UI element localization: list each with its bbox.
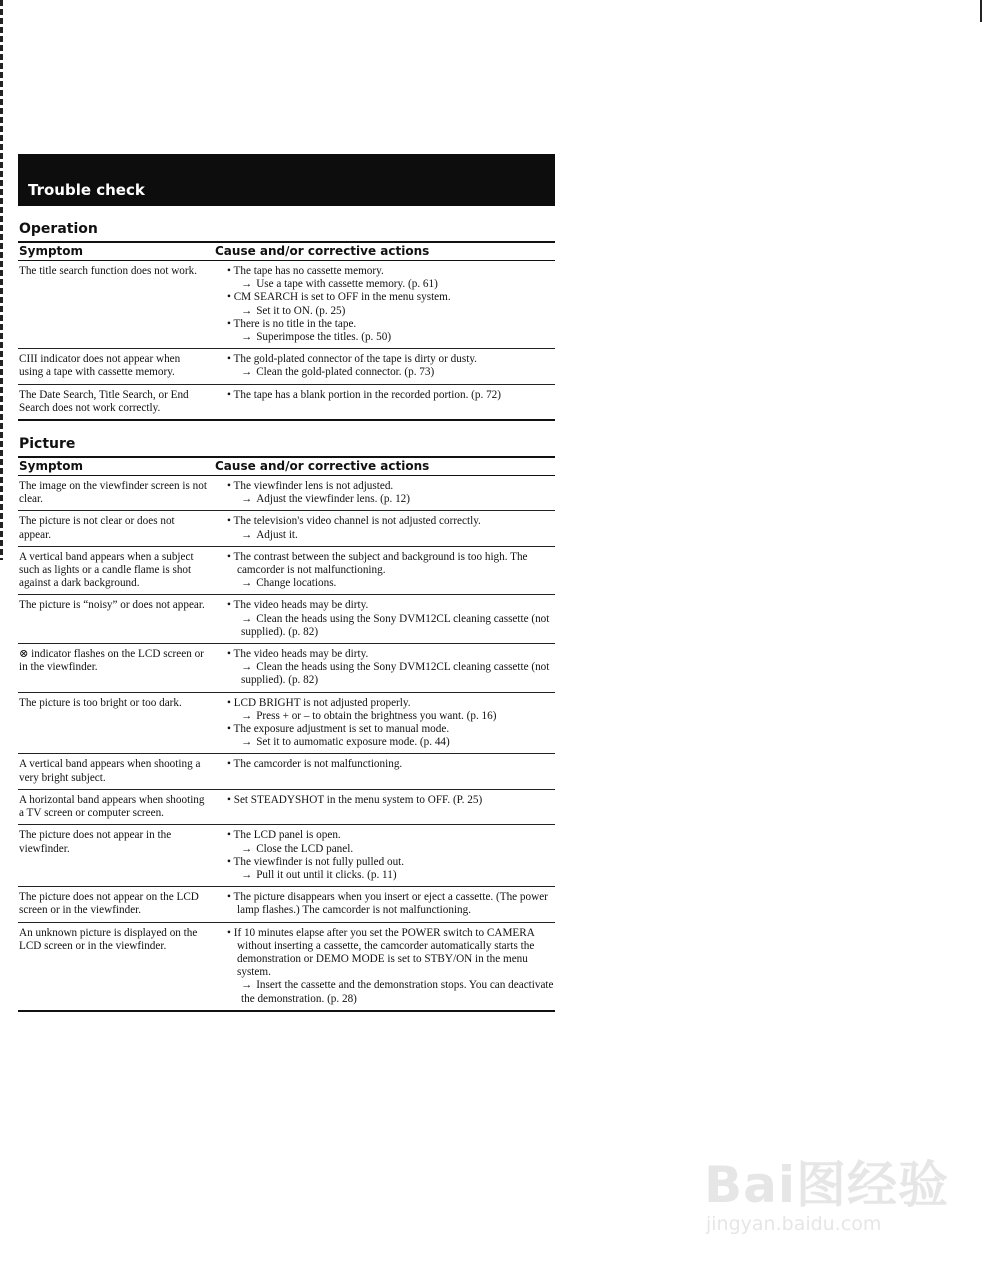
corrective-action [215,736,554,749]
watermark-url: jingyan.baidu.com [706,1213,882,1235]
symptom-header: Symptom [19,244,84,258]
action-text: Press + or – to obtain the brightness you want. (p. 16) [256,709,497,722]
table-row [18,790,555,825]
cause-item [215,829,554,842]
cause-item [215,480,554,493]
action-text: Pull it out until it clicks. (p. 11) [256,868,397,881]
operation-table-header [18,241,555,261]
cause-text: The camcorder is not malfunctioning. [233,758,403,771]
symptom-cell: An unknown picture is displayed on the LCD screen or in the viewfinder. [19,926,198,952]
action-text: Superimpose the titles. (p. 50) [256,331,392,344]
cause-item [215,318,554,331]
table-row [18,261,555,349]
bullet-icon: • [227,891,234,904]
bullet-icon: • [227,855,234,868]
cause-text: The video heads may be dirty. [233,648,369,661]
symptom-cell: The Date Search, Title Search, or End Search does not work correctly. [19,388,189,414]
symptom-cell: CIII indicator does not appear when using a tape with cassette memory. [19,353,181,379]
cause-text: The exposure adjustment is set to manual mode. [233,723,450,736]
cause-item [215,891,554,917]
cause-item [215,723,554,736]
corrective-action [215,331,554,344]
operation-table [18,261,555,421]
table-row [18,825,555,887]
corrective-action [215,366,554,379]
cause-text: Set STEADYSHOT in the menu system to OFF. (P. 25) [233,793,483,806]
bullet-icon: • [227,723,234,736]
bullet-icon: • [227,926,234,939]
symptom-cell: The picture is not clear or does not appear. [19,515,175,541]
table-row [18,754,555,789]
table-row [18,385,555,421]
corrective-action [215,869,554,882]
bullet-icon: • [227,550,234,563]
action-text: Insert the cassette and the demonstration stops. You can deactivate the demonstration. (p. 28) [241,979,554,1005]
arrow-icon: → [241,528,253,541]
action-text: Set it to aumomatic exposure mode. (p. 44) [256,736,450,749]
cause-cell [215,758,554,784]
bullet-icon: • [227,758,234,771]
corrective-action [215,577,554,590]
symptom-cell: A horizontal band appears when shooting a TV screen or computer screen. [19,793,205,820]
table-row [18,923,555,1012]
bullet-icon: • [227,648,234,661]
action-text: Change locations. [256,577,337,590]
arrow-icon: → [241,304,253,317]
arrow-icon: → [241,331,253,344]
watermark [700,1145,950,1255]
cause-item [215,927,554,980]
cause-item [215,697,554,710]
cause-text: CM SEARCH is set to OFF in the menu system. [233,291,451,304]
corrective-action [215,710,554,723]
cause-text: There is no title in the tape. [233,317,357,330]
scan-edge-left [0,0,3,560]
bullet-icon: • [227,291,234,304]
bullet-icon: • [227,317,234,330]
cause-text: The picture disappears when you insert or eject a cassette. (The power lamp flashes.) The camcorder is not malfunctioning. [233,891,548,917]
corrective-action [215,278,554,291]
cause-text: The video heads may be dirty. [233,599,369,612]
symptom-cell: ⊗ indicator flashes on the LCD screen or in the viewfinder. [19,648,204,674]
bullet-icon: • [227,696,234,709]
action-text: Adjust it. [256,528,298,541]
bullet-icon: • [227,793,234,806]
table-row [18,349,555,384]
arrow-icon: → [241,577,253,590]
cause-header: Cause and/or corrective actions [215,244,430,258]
cause-cell [215,265,554,344]
symptom-cell: A vertical band appears when a subject such as lights or a candle flame is shot against a dark background. [19,550,194,590]
symptom-cell: The picture does not appear on the LCD screen or in the viewfinder. [19,891,199,917]
bullet-icon: • [227,353,234,366]
action-text: Clean the heads using the Sony DVM12CL cleaning cassette (not supplied). (p. 82) [241,612,550,638]
cause-cell [215,891,554,917]
bullet-icon: • [227,388,234,401]
bullet-icon: • [227,599,234,612]
symptom-cell: The picture is “noisy” or does not appear. [19,599,205,612]
cause-cell [215,927,554,1006]
cause-item [215,794,554,807]
symptom-cell: The picture does not appear in the viewfinder. [19,829,172,855]
cause-item [215,353,554,366]
cause-cell [215,389,554,415]
cause-text: The LCD panel is open. [233,829,341,842]
arrow-icon: → [241,709,253,722]
cause-text: LCD BRIGHT is not adjusted properly. [233,696,411,709]
corrective-action [215,529,554,542]
arrow-icon: → [241,661,253,674]
action-text: Clean the heads using the Sony DVM12CL cleaning cassette (not supplied). (p. 82) [241,661,550,687]
corrective-action [215,979,554,1005]
bullet-icon: • [227,829,234,842]
cause-item [215,389,554,402]
corrective-action [215,613,554,639]
cause-text: The gold-plated connector of the tape is dirty or dusty. [233,353,477,366]
bullet-icon: • [227,265,234,277]
page-content [18,154,555,1012]
cause-header: Cause and/or corrective actions [215,459,430,474]
cause-text: If 10 minutes elapse after you set the POWER switch to CAMERA without inserting a cassette, the camcorder automatically starts the demonstration or DEMO MODE is set to STBY/ON in the menu system. [233,926,535,979]
cause-cell [215,648,554,688]
action-text: Use a tape with cassette memory. (p. 61) [256,278,438,291]
action-text: Clean the gold-plated connector. (p. 73) [256,366,435,379]
cause-cell [215,515,554,541]
table-row [18,547,555,596]
arrow-icon: → [241,493,253,506]
arrow-icon: → [241,736,253,749]
cause-text: The contrast between the subject and background is too high. The camcorder is not malfunctioning. [233,550,528,577]
cause-cell [215,829,554,882]
cause-cell [215,599,554,639]
section-banner [18,154,555,206]
picture-table [18,476,555,1012]
cause-text: The television's video channel is not adjusted correctly. [233,515,481,528]
picture-table-header [18,456,555,476]
watermark-logo: Bai图经验 [704,1156,949,1214]
cause-item [215,648,554,661]
arrow-icon: → [241,612,253,625]
symptom-cell: A vertical band appears when shooting a very bright subject. [19,758,201,784]
operation-title: Operation [19,221,98,237]
cause-item [215,856,554,869]
corrective-action [215,661,554,687]
corrective-action [215,305,554,318]
bullet-icon: • [227,515,234,528]
picture-title: Picture [19,436,76,453]
action-text: Set it to ON. (p. 25) [256,304,346,317]
symptom-cell: The title search function does not work. [19,265,198,277]
scan-edge-right [980,0,982,22]
table-row [18,511,555,546]
table-row [18,693,555,755]
corrective-action [215,493,554,506]
cause-text: The tape has no cassette memory. [233,265,384,277]
banner-title: Trouble check [28,181,145,199]
symptom-cell: The picture is too bright or too dark. [19,696,182,709]
bullet-icon: • [227,480,234,493]
cause-cell [215,551,554,591]
cause-text: The tape has a blank portion in the recorded portion. (p. 72) [233,388,501,401]
symptom-header: Symptom [19,459,84,474]
cause-cell [215,794,554,820]
arrow-icon: → [241,366,253,379]
cause-item [215,551,554,577]
cause-item [215,265,554,278]
table-row [18,887,555,922]
cause-cell [215,480,554,506]
symptom-cell: The image on the viewfinder screen is not clear. [19,480,207,506]
arrow-icon: → [241,979,253,992]
arrow-icon: → [241,278,253,291]
corrective-action [215,843,554,856]
cause-cell [215,353,554,379]
cause-text: The viewfinder is not fully pulled out. [233,855,405,868]
table-row [18,476,555,511]
arrow-icon: → [241,868,253,881]
cause-item [215,599,554,612]
action-text: Close the LCD panel. [256,842,354,855]
table-row [18,644,555,693]
cause-item [215,291,554,304]
arrow-icon: → [241,842,253,855]
cause-item [215,758,554,771]
action-text: Adjust the viewfinder lens. (p. 12) [256,493,410,506]
cause-text: The viewfinder lens is not adjusted. [233,480,394,493]
cause-item [215,515,554,528]
table-row [18,595,555,644]
cause-cell [215,697,554,750]
